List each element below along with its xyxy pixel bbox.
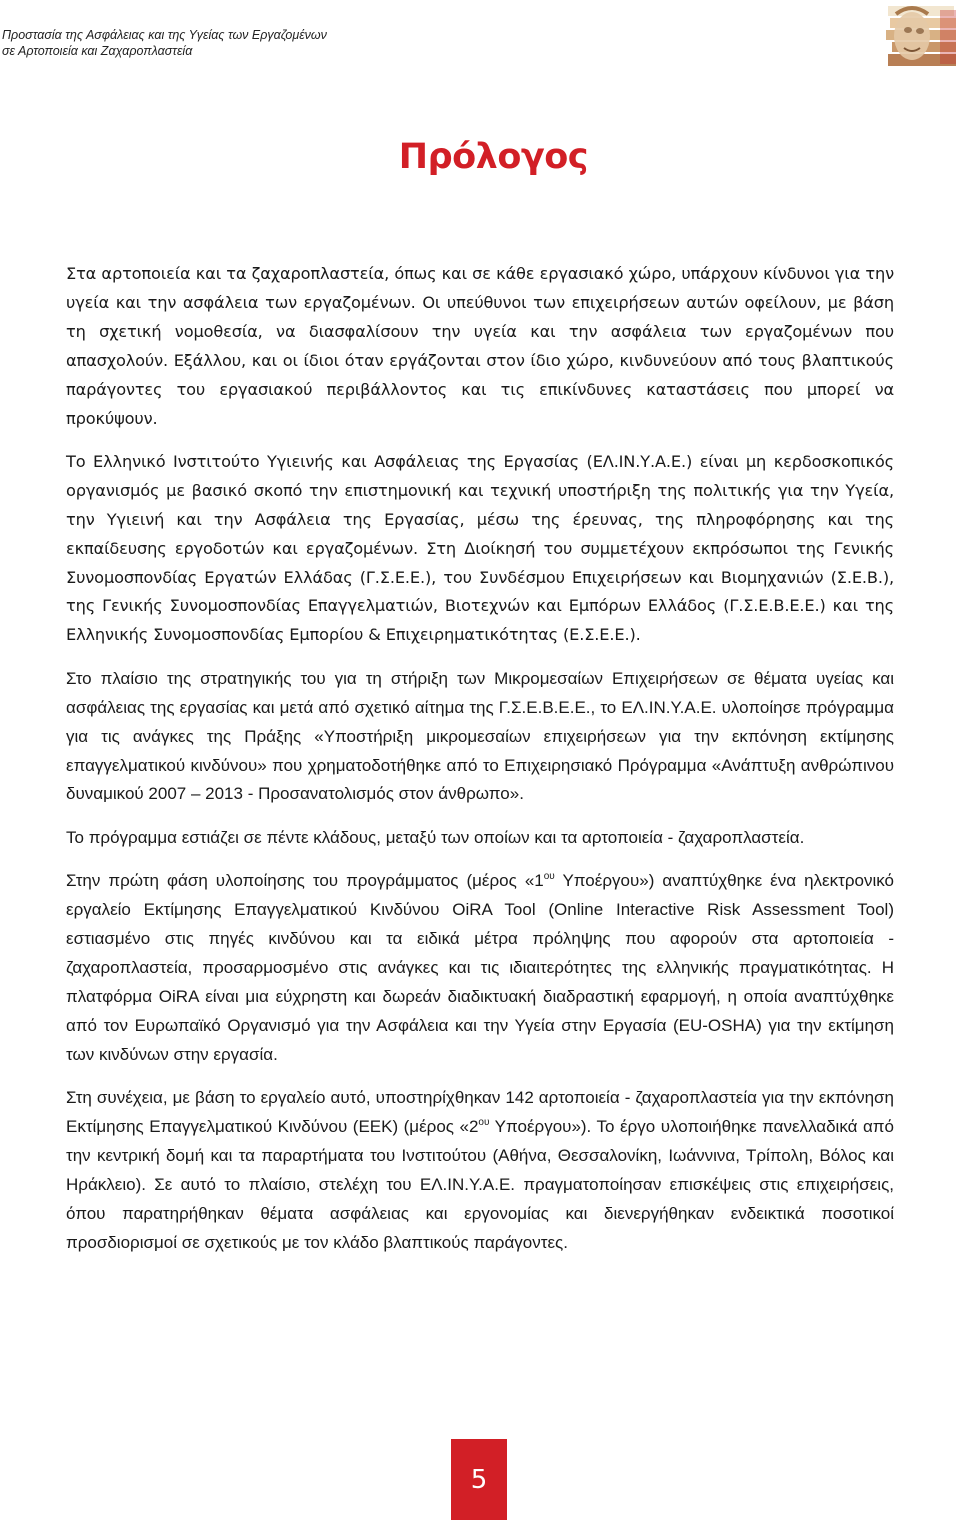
- paragraph-text: Στην πρώτη φάση υλοποίησης του προγράμματος (μέρος «1: [66, 871, 544, 891]
- superscript: ου: [543, 871, 555, 883]
- paragraph-text: Στη συνέχεια, με βάση το εργαλείο αυτό, υποστηρίχθηκαν 142 αρτοποιεία - ζαχαροπλαστεία για την εκπόνηση Εκτίμησης Επαγγελματικού Κινδύνου (ΕΕΚ) (μέρος «2: [66, 1088, 894, 1136]
- superscript: ου: [478, 1116, 490, 1128]
- institute-logo-icon: [878, 4, 958, 70]
- paragraph-text: Υποέργου») αναπτύχθηκε ένα ηλεκτρονικό εργαλείο Εκτίμησης Επαγγελματικού Κινδύνου OiRA Tool (Online Interactive Risk Assessment Tool) εστιασμένο στις πηγές κινδύνου και τα ειδικά μέτρα πρόληψης που αφορούν στα αρτοποιεία - ζαχαροπλαστεία, προσαρμοσμένο στις ανάγκες και τις ιδιαιτερότητες της ελληνικής πραγματικότητας. Η πλατφόρμα OiRA είναι μια εύχρηστη και δωρεάν διαδικτυακή διαδραστική εφαρμογή, η οποία αναπτύχθηκε από τον Ευρωπαϊκό Οργανισμό για την Ασφάλεια και την Υγεία στην Εργασία (EU-OSHA) για την εκτίμηση των κινδύνων στην εργασία.: [66, 871, 894, 1064]
- paragraph: Το Ελληνικό Ινστιτούτο Υγιεινής και Ασφάλειας της Εργασίας (ΕΛ.ΙΝ.Υ.Α.Ε.) είναι μη κερδοσκοπικός οργανισμός με βασικό σκοπό την επιστημονική και τεχνική υποστήριξη της πολιτικής για την Υγεία, την Υγιεινή και την Ασφάλεια της Εργασίας, μέσω της έρευνας, της πληροφόρησης και της εκπαίδευσης εργοδοτών και εργαζομένων. Στη Διοίκησή του συμμετέχουν εκπρόσωποι της Γενικής Συνομοσπονδίας Εργατών Ελλάδας (Γ.Σ.Ε.Ε.), του Συνδέσμου Επιχειρήσεων και Βιομηχανιών (Σ.Ε.Β.), της Γενικής Συνομοσπονδίας Επαγγελματιών, Βιοτεχνών και Εμπόρων Ελλάδος (Γ.Σ.Ε.Β.Ε.Ε.) και της Ελληνικής Συνομοσπονδίας Εμπορίου & Επιχειρηματικότητας (Ε.Σ.Ε.Ε.).: [66, 451, 894, 645]
- page-number: 5: [451, 1439, 507, 1520]
- document-body: [66, 260, 894, 1272]
- paragraph: Στο πλαίσιο της στρατηγικής του για τη στήριξη των Μικρομεσαίων Επιχειρήσεων σε θέματα υγείας και ασφάλειας της εργασίας και μετά από σχετικό αίτημα της Γ.Σ.Ε.Β.Ε.Ε., το ΕΛ.ΙΝ.Υ.Α.Ε. υλοποίησε πρόγραμμα για τις ανάγκες της Πράξης «Υποστήριξη μικρομεσαίων επιχειρήσεων για την εκπόνηση εκτίμησης επαγγελματικού κινδύνου» που χρηματοδοτήθηκε από το Επιχειρησιακό Πρόγραμμα «Ανάπτυξη ανθρώπινου δυναμικού 2007 – 2013 - Προσανατολισμός στον άνθρωπο».: [66, 668, 894, 804]
- paragraph: [66, 1084, 894, 1257]
- paragraph: Στα αρτοποιεία και τα ζαχαροπλαστεία, όπως και σε κάθε εργασιακό χώρο, υπάρχουν κίνδυνοι για την υγεία και την ασφάλεια των εργαζομένων. Οι υπεύθυνοι των επιχειρήσεων αυτών οφείλουν, με βάση τη σχετική νομοθεσία, να διασφαλίσουν την υγεία και την ασφάλεια των εργαζομένων που απασχολούν. Εξάλλου, και οι ίδιοι όταν εργάζονται στον ίδιο χώρο, κινδυνεύουν από τους βλαπτικούς παράγοντες του εργασιακού περιβάλλοντος και τις επικίνδυνες καταστάσεις που μπορεί να προκύψουν.: [66, 264, 894, 428]
- paragraph: [66, 867, 894, 1069]
- page-title: Πρόλογος: [398, 137, 588, 177]
- paragraph: Το πρόγραμμα εστιάζει σε πέντε κλάδους, μεταξύ των οποίων και τα αρτοποιεία - ζαχαροπλαστεία.: [66, 827, 805, 847]
- paragraph-text: Υποέργου»). Το έργο υλοποιήθηκε πανελλαδικά από την κεντρική δομή και τα παραρτήματα του Ινστιτούτου (Αθήνα, Θεσσαλονίκη, Ιωάννινα, Τρίπολη, Βόλος και Ηράκλειο). Σε αυτό το πλαίσιο, στελέχη του ΕΛ.ΙΝ.Υ.Α.Ε. πραγματοποίησαν επισκέψεις στις επιχειρήσεις, όπου παρατηρήθηκαν θέματα ασφάλειας και εργονομίας και διενεργήθηκαν ενδεικτικά ποσοτικοί προσδιορισμοί σε σχετικούς με τον κλάδο βλαπτικούς παράγοντες.: [66, 1116, 894, 1252]
- running-header-line-2: σε Αρτοποιεία και Ζαχαροπλαστεία: [2, 44, 193, 58]
- running-header: [2, 27, 327, 59]
- running-header-line-1: Προστασία της Ασφάλειας και της Υγείας των Εργαζομένων: [2, 28, 327, 42]
